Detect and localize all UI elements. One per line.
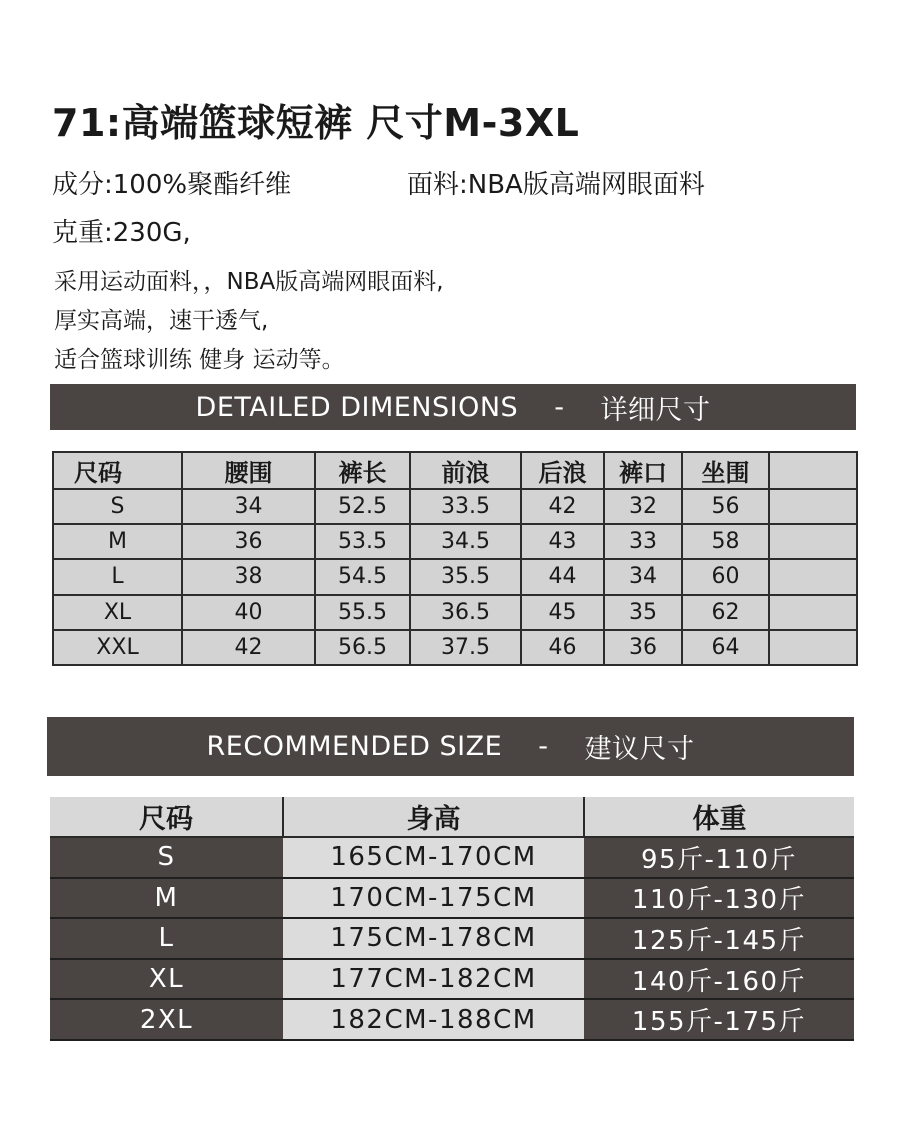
cell-waist: 36: [182, 524, 315, 559]
cell-size: M: [50, 878, 283, 919]
cell-leg-opening: 32: [604, 489, 682, 524]
table-row: [53, 524, 857, 559]
cell-leg-opening: 34: [604, 559, 682, 594]
cell-back-rise: 44: [521, 559, 604, 594]
banner-english-label: DETAILED DIMENSIONS: [195, 391, 519, 423]
cell-weight-range: 155斤-175斤: [584, 999, 854, 1040]
table-header-row: [50, 797, 854, 837]
cell-weight-range: 125斤-145斤: [584, 918, 854, 959]
description-line-2: 厚实高端，速干透气,: [54, 308, 269, 334]
cell-weight-range: 140斤-160斤: [584, 959, 854, 1000]
cell-back-rise: 45: [521, 595, 604, 630]
cell-front-rise: 35.5: [410, 559, 521, 594]
cell-back-rise: 42: [521, 489, 604, 524]
header-back-rise: 后浪: [521, 452, 604, 489]
header-length: 裤长: [315, 452, 410, 489]
recommended-size-banner: [47, 717, 854, 776]
table-row: [50, 878, 854, 919]
cell-size: S: [53, 489, 182, 524]
table-row: [50, 918, 854, 959]
table-row: [53, 489, 857, 524]
header-weight: 体重: [584, 797, 854, 837]
banner-english-label: RECOMMENDED SIZE: [206, 731, 503, 762]
header-empty: [769, 452, 857, 489]
cell-empty: [769, 489, 857, 524]
cell-height-range: 170CM-175CM: [283, 878, 584, 919]
composition-spec: 成分:100%聚酯纤维: [52, 170, 292, 200]
cell-size: M: [53, 524, 182, 559]
cell-hip: 64: [682, 630, 769, 665]
cell-height-range: 182CM-188CM: [283, 999, 584, 1040]
banner-chinese-label: 详细尺寸: [600, 394, 711, 426]
cell-waist: 34: [182, 489, 315, 524]
cell-empty: [769, 630, 857, 665]
cell-leg-opening: 35: [604, 595, 682, 630]
cell-waist: 38: [182, 559, 315, 594]
cell-hip: 62: [682, 595, 769, 630]
cell-hip: 56: [682, 489, 769, 524]
description-line-3: 适合篮球训练 健身 运动等。: [54, 347, 345, 373]
header-hip: 坐围: [682, 452, 769, 489]
cell-weight-range: 95斤-110斤: [584, 837, 854, 878]
cell-size: XXL: [53, 630, 182, 665]
banner-separator: -: [554, 391, 565, 423]
header-height: 身高: [283, 797, 584, 837]
cell-hip: 60: [682, 559, 769, 594]
table-row: [53, 595, 857, 630]
fabric-spec: 面料:NBA版高端网眼面料: [407, 170, 705, 200]
cell-waist: 42: [182, 630, 315, 665]
cell-size: L: [53, 559, 182, 594]
detailed-dimensions-table: [52, 451, 858, 666]
header-size: 尺码: [53, 452, 182, 489]
cell-front-rise: 36.5: [410, 595, 521, 630]
cell-size: 2XL: [50, 999, 283, 1040]
cell-empty: [769, 559, 857, 594]
cell-length: 53.5: [315, 524, 410, 559]
table-row: [53, 559, 857, 594]
cell-weight-range: 110斤-130斤: [584, 878, 854, 919]
recommended-size-table: [50, 797, 854, 1041]
cell-empty: [769, 595, 857, 630]
header-size: 尺码: [50, 797, 283, 837]
banner-separator: -: [538, 731, 549, 762]
table-header-row: [53, 452, 857, 489]
cell-front-rise: 34.5: [410, 524, 521, 559]
cell-length: 52.5: [315, 489, 410, 524]
cell-leg-opening: 36: [604, 630, 682, 665]
header-front-rise: 前浪: [410, 452, 521, 489]
header-leg-opening: 裤口: [604, 452, 682, 489]
cell-size: S: [50, 837, 283, 878]
header-waist: 腰围: [182, 452, 315, 489]
cell-height-range: 165CM-170CM: [283, 837, 584, 878]
cell-empty: [769, 524, 857, 559]
product-title: 71:高端篮球短裤 尺寸M-3XL: [52, 101, 580, 145]
cell-front-rise: 33.5: [410, 489, 521, 524]
cell-length: 56.5: [315, 630, 410, 665]
weight-spec: 克重:230G,: [52, 218, 191, 248]
table-row: [53, 630, 857, 665]
cell-length: 55.5: [315, 595, 410, 630]
cell-size: XL: [50, 959, 283, 1000]
cell-back-rise: 46: [521, 630, 604, 665]
cell-height-range: 177CM-182CM: [283, 959, 584, 1000]
cell-front-rise: 37.5: [410, 630, 521, 665]
detailed-dimensions-banner: [50, 384, 856, 430]
cell-leg-opening: 33: [604, 524, 682, 559]
cell-size: L: [50, 918, 283, 959]
cell-hip: 58: [682, 524, 769, 559]
cell-size: XL: [53, 595, 182, 630]
table-row: [50, 837, 854, 878]
cell-back-rise: 43: [521, 524, 604, 559]
cell-length: 54.5: [315, 559, 410, 594]
table-row: [50, 999, 854, 1040]
cell-height-range: 175CM-178CM: [283, 918, 584, 959]
table-row: [50, 959, 854, 1000]
banner-chinese-label: 建议尺寸: [584, 734, 695, 765]
cell-waist: 40: [182, 595, 315, 630]
description-line-1: 采用运动面料，，NBA版高端网眼面料,: [54, 269, 444, 295]
